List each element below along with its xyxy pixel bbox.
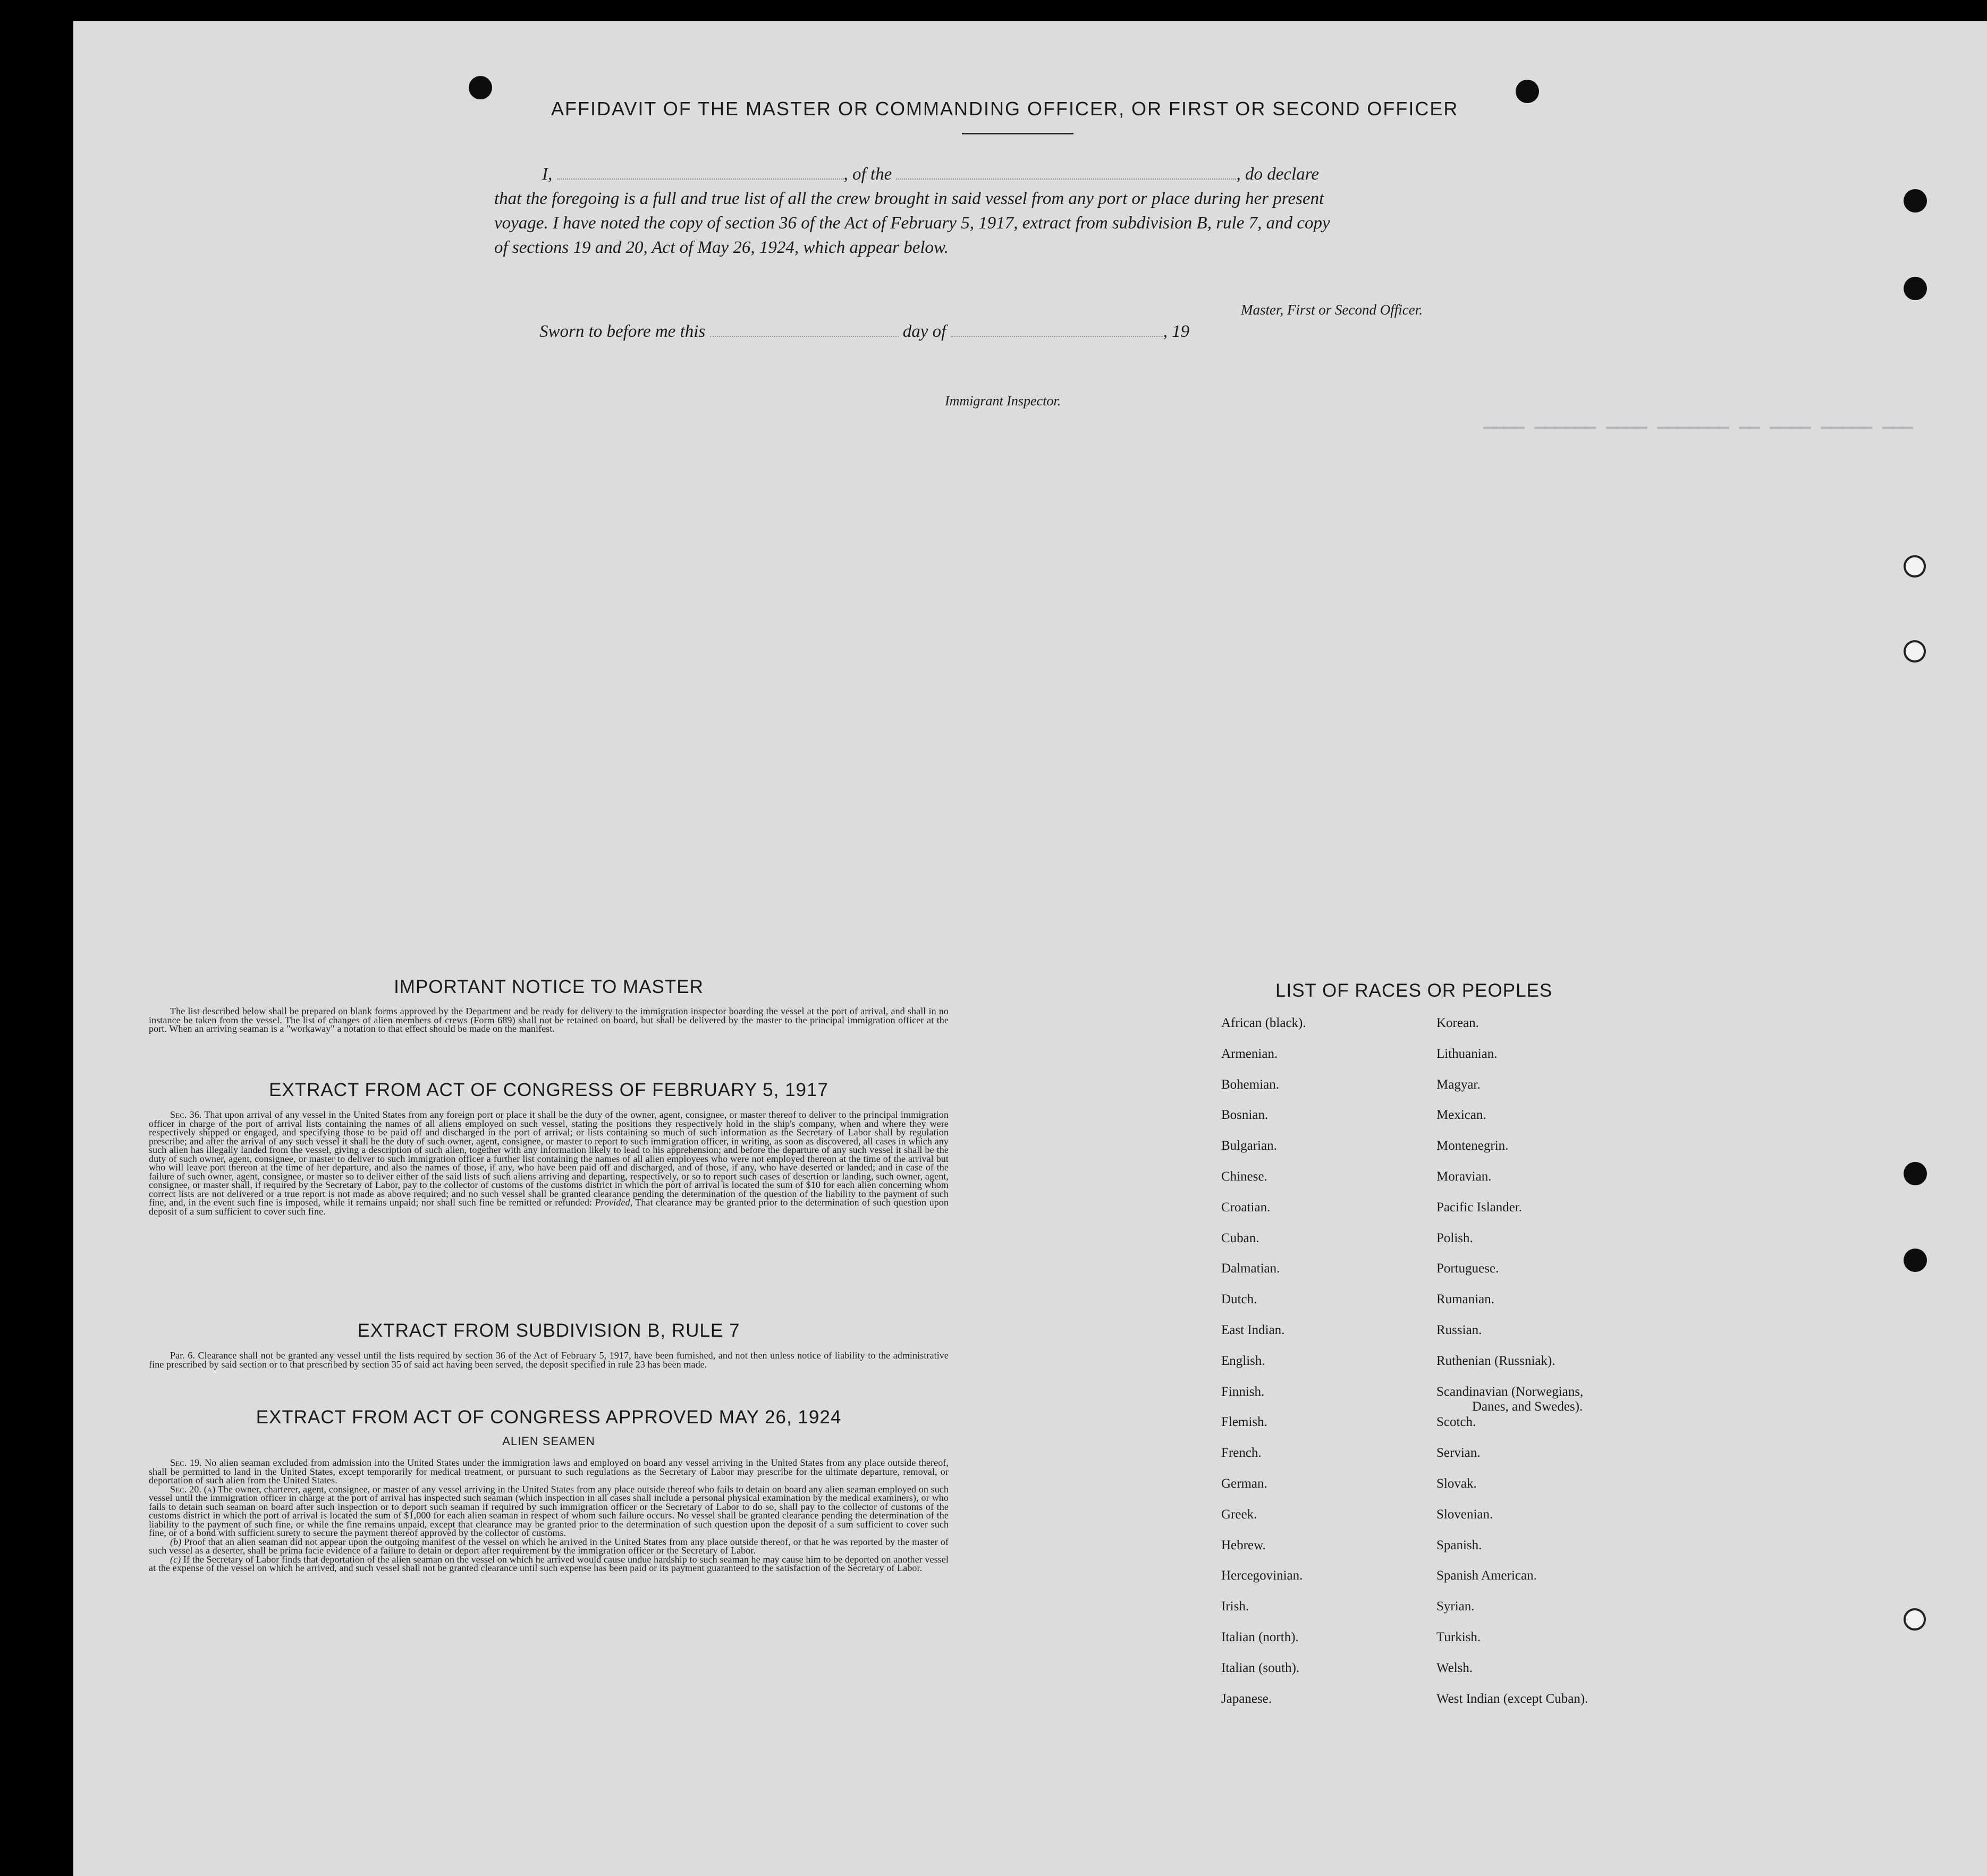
race-item: Magyar. [1436,1077,1481,1092]
act-1917-text [149,1110,949,1216]
race-item: Dalmatian. [1221,1261,1280,1276]
race-item: Turkish. [1436,1630,1481,1644]
section-36-end: That clearance may be granted prior to the determination of such question upon deposit of a sum sufficient to cover such fine. [149,1197,949,1217]
affidavit-text [494,162,1541,260]
binder-hole [1904,189,1927,213]
section-19-label: Sec. 19. [170,1457,202,1468]
race-item: Armenian. [1221,1046,1278,1061]
section-20b-label: (b) [170,1536,182,1547]
race-item: West Indian (except Cuban). [1436,1691,1588,1706]
binder-hole [469,76,492,99]
notice-text: The list described below shall be prepared on blank forms approved by the Department and be ready for delivery to the immigration inspector boarding the vessel at the port of arrival, and shall in no instance be taken from the vessel. The list of changes of alien members of crews (Form 689) shall not be retained on board, but shall be delivered by the master to the principal immigration officer at the port. When an arriving seaman is a "workaway" a notation to that effect should be made on the manifest. [149,1006,949,1034]
race-item: Hercegovinian. [1221,1568,1303,1583]
alien-seamen-subheading: ALIEN SEAMEN [502,1434,595,1448]
day-of-label: day of [902,322,946,341]
race-item: Finnish. [1221,1384,1265,1399]
act-1924-heading: EXTRACT FROM ACT OF CONGRESS APPROVED MAY 26, 1924 [256,1407,842,1428]
race-item: Syrian. [1436,1599,1475,1614]
race-item: Bohemian. [1221,1077,1280,1092]
race-item: Polish. [1436,1230,1473,1245]
race-item: Chinese. [1221,1169,1267,1184]
race-item: Korean. [1436,1016,1479,1030]
race-item: Spanish American. [1436,1568,1537,1583]
race-item: Italian (north). [1221,1630,1299,1644]
race-item: Mexican. [1436,1108,1486,1123]
binder-hole [1904,555,1926,578]
race-item: Montenegrin. [1436,1139,1509,1153]
section-20a-label: Sec. 20. (a) [170,1483,216,1495]
race-item: Scotch. [1436,1415,1476,1430]
race-item: Greek. [1221,1507,1257,1522]
race-item: Cuban. [1221,1230,1259,1245]
section-20b-body: Proof that an alien seaman did not appear upon the outgoing manifest of the vessel on which he arrived in the United States from any place outside thereof, or that he was reported by the master of such vessel as a deserter, shall be prima facie evidence of a failure to detain or deport after requirement by the immigration officer or the Secretary of Labor. [149,1536,949,1556]
binder-hole [1904,1162,1927,1185]
race-item: Servian. [1436,1446,1481,1461]
race-item: Hebrew. [1221,1538,1266,1552]
race-item: Pacific Islander. [1436,1200,1523,1215]
affidavit-title: AFFIDAVIT OF THE MASTER OR COMMANDING OFFICER, OR FIRST OR SECOND OFFICER [551,98,1459,120]
race-item: Welsh. [1436,1660,1473,1675]
notice-heading: IMPORTANT NOTICE TO MASTER [394,977,704,997]
race-item: Italian (south). [1221,1660,1300,1675]
affidavit-line-2: that the foregoing is a full and true list of all the crew brought in said vessel from any port or place during her present [494,189,1324,208]
title-divider [962,133,1073,134]
section-19-body: No alien seaman excluded from admission into the United States under the immigration laws and employed on board any vessel arriving in the United States from any place outside thereof, shall be permitted to land in the United States, except temporarily for medical treatment, or pursuant to such regulations as the Secretary of Labor may prescribe for the ultimate departure, removal, or deportation of such alien from the United States. [149,1457,949,1485]
race-item: German. [1221,1476,1267,1491]
vessel-name-blank [896,163,1236,180]
affidavit-of-the: , of the [843,165,892,184]
race-item: Dutch. [1221,1292,1257,1307]
inspector-signature-label: Immigrant Inspector. [945,393,1061,409]
race-item: Lithuanian. [1436,1046,1498,1061]
race-item: Danes, and Swedes). [1472,1399,1583,1414]
section-36-body: That upon arrival of any vessel in the United States from any foreign port or place it shall be the duty of the owner, agent, consignee, or master thereof to deliver to the principal immigration officer in charge of the port of arrival lists containing the names of all aliens employed on such vessel, stating the positions they respectively hold in the ship's company, when and where they were respectively shipped or engaged, and specifying those to be paid off and discharged in the port of arrival; or lists containing so much of such information as the Secretary of Labor shall by regulation prescribe; and after the arrival of any such vessel it shall be the duty of such owner, agent, consignee, or master to report to such immigration officer, in writing, as soon as discovered, all cases in which any such alien has illegally landed from the vessel, giving a description of such alien, together with any information likely to lead to his apprehension; and before the departure of any such vessel it shall be the duty of such owner, agent, consignee, or master to deliver to such immigration officer a further list containing the names of all alien employees who were not employed thereon at the time of the arrival but who will leave port thereon at the time of her departure, and also the names of those, if any, who have been paid off and discharged, and of those, if any, who have deserted or landed; and in case of the failure of such owner, agent, consignee, or master so to deliver either of the said lists of such aliens arriving and departing, respectively, or so to report such cases of desertion or landing, such owner, agent, consignee, or master shall, if required by the Secretary of Labor, pay to the collector of customs of the customs district in which the port of arrival is located the sum of $10 for each alien concerning whom correct lists are not delivered or a true report is not made as above required; and no such vessel shall be granted clearance pending the determination of the question of the liability to the payment of such fine, and, in the event such fine is imposed, while it remains unpaid; nor shall such fine be remitted or refunded: [149,1109,949,1208]
year-label: , 19 [1163,322,1190,341]
affidavit-do-declare: , do declare [1236,165,1319,184]
binder-hole [1516,80,1539,103]
section-36-label: Sec. 36. [170,1109,202,1120]
act-1917-heading: EXTRACT FROM ACT OF CONGRESS OF FEBRUARY 5, 1917 [269,1080,828,1100]
race-item: French. [1221,1446,1262,1461]
race-item: Bosnian. [1221,1108,1269,1123]
document-page [73,21,1987,1876]
race-item: Moravian. [1436,1169,1492,1184]
sworn-line [539,320,1189,342]
race-item: Scandinavian (Norwegians, [1436,1384,1584,1399]
section-20c-label: (c) [170,1554,181,1565]
bleed-through-marks: ▁▁▁ ▁▁▁▁▁ ▁▁▁▁ ▁▁ ▁▁▁▁▁▁▁ ▁▁▁▁ ▁▁▁▁▁▁ ▁▁▁▁ [1483,411,1913,430]
section-20c-body: If the Secretary of Labor finds that deportation of the alien seaman on the vessel on which he arrived would cause undue hardship to such seaman he may cause him to be deported on another vessel at the expense of the vessel on which he arrived, and such vessel shall not be granted clearance until such expense has been paid or its payment guaranteed to the satisfaction of the Secretary of Labor. [149,1554,949,1573]
race-item: Spanish. [1436,1538,1482,1552]
race-item: Ruthenian (Russniak). [1436,1353,1555,1368]
month-blank [951,320,1163,337]
binder-hole [1904,1249,1927,1272]
section-20a-body: The owner, charterer, agent, consignee, or master of any vessel arriving in the United States from any place outside thereof who fails to detain on board any alien seaman employed on such vessel until the immigration officer in charge at the port of arrival has inspected such seaman (which inspection in all cases shall include a personal physical examination by the medical examiners), or who fails to detain such seaman on board after such inspection or to deport such seaman if required by such immigration officer or the Secretary of Labor to do so, shall pay to the collector of customs of the customs district in which the port of arrival is located the sum of $1,000 for each alien seaman in respect of whom such failure occurs. No vessel shall be granted clearance pending the determination of the liability to the payment of such fine, or while the fine remains unpaid, except that clearance may be granted prior to the determination of such question upon the deposit of a sum sufficient to cover such fine, or of a bond with sufficient surety to secure the payment thereof approved by the collector of customs. [149,1483,949,1538]
race-item: Rumanian. [1436,1292,1495,1307]
master-signature-label: Master, First or Second Officer. [1241,302,1423,318]
affidavit-line-4: of sections 19 and 20, Act of May 26, 1924, which appear below. [494,238,949,257]
sworn-label: Sworn to before me this [539,322,706,341]
provided-label: Provided, [595,1197,633,1208]
race-item: Bulgarian. [1221,1139,1277,1153]
race-item: Portuguese. [1436,1261,1499,1276]
race-item: Russian. [1436,1323,1482,1337]
act-1924-text [149,1458,949,1573]
race-item: Flemish. [1221,1415,1267,1430]
officer-name-blank [557,163,844,180]
binder-hole [1904,640,1926,663]
day-blank [710,320,899,337]
affidavit-line-3: voyage. I have noted the copy of section 36 of the Act of February 5, 1917, extract from subdivision B, rule 7, and copy [494,214,1330,233]
race-item: Slovenian. [1436,1507,1493,1522]
race-item: English. [1221,1353,1265,1368]
binder-hole [1904,277,1927,300]
race-item: Slovak. [1436,1476,1477,1491]
binder-hole [1904,1608,1926,1631]
race-item: Japanese. [1221,1691,1272,1706]
races-heading: LIST OF RACES OR PEOPLES [1275,980,1553,1001]
race-item: Irish. [1221,1599,1249,1614]
rule-7-text: Par. 6. Clearance shall not be granted any vessel until the lists required by section 36 of the Act of February 5, 1917, have been furnished, and not then unless notice of liability to the administrative fine prescribed by said section or to that prescribed by section 35 of said act having been served, the deposit specified in rule 23 has been made. [149,1350,949,1370]
race-item: East Indian. [1221,1323,1285,1337]
race-item: African (black). [1221,1016,1306,1030]
race-item: Croatian. [1221,1200,1271,1215]
affidavit-i: I, [542,165,553,184]
rule-7-heading: EXTRACT FROM SUBDIVISION B, RULE 7 [357,1320,740,1341]
